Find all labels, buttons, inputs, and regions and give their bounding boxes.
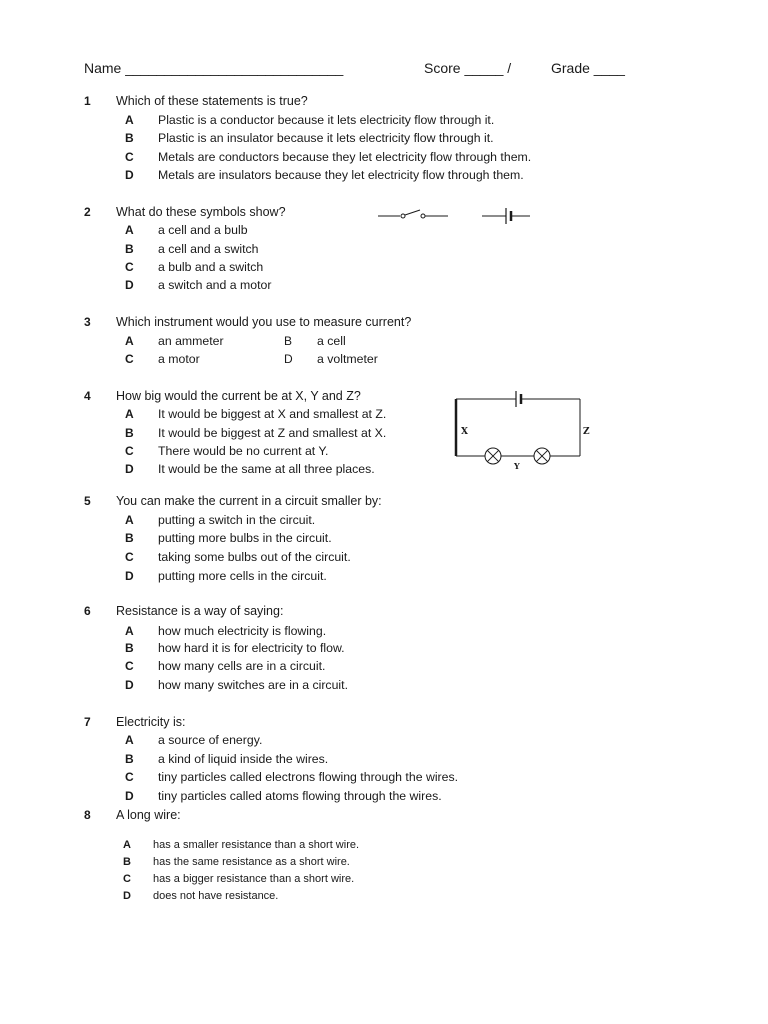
option-letter[interactable]: C xyxy=(125,150,134,164)
question-number: 4 xyxy=(84,389,91,403)
option-letter[interactable]: B xyxy=(284,334,293,348)
option-letter[interactable]: C xyxy=(123,873,131,885)
cell-symbol xyxy=(482,208,530,224)
option-text[interactable]: taking some bulbs out of the circuit. xyxy=(158,550,351,564)
option-letter[interactable]: D xyxy=(284,352,293,366)
question-text: You can make the current in a circuit smaller by: xyxy=(116,494,382,508)
option-text[interactable]: how much electricity is flowing. xyxy=(158,624,327,638)
label-x: X xyxy=(461,427,468,437)
option-letter[interactable]: D xyxy=(125,789,134,803)
question-text: What do these symbols show? xyxy=(116,205,286,219)
option-text[interactable]: has a bigger resistance than a short wire. xyxy=(153,873,355,885)
option-text[interactable]: a source of energy. xyxy=(158,733,263,747)
option-text[interactable]: a cell and a switch xyxy=(158,242,259,256)
option-letter[interactable]: C xyxy=(125,444,134,458)
option-text[interactable]: a cell xyxy=(317,334,346,348)
option-text[interactable]: a bulb and a switch xyxy=(158,260,264,274)
label-y: Y xyxy=(514,461,520,471)
score-field[interactable]: Score _____ / xyxy=(424,60,512,76)
option-letter[interactable]: B xyxy=(125,531,134,545)
option-letter[interactable]: D xyxy=(125,569,134,583)
grade-field[interactable]: Grade ____ xyxy=(551,60,625,76)
bulb-icon xyxy=(485,448,501,464)
option-letter[interactable]: B xyxy=(125,752,134,766)
question-number: 2 xyxy=(84,205,91,219)
option-text[interactable]: Plastic is an insulator because it lets electricity flow through it. xyxy=(158,131,494,145)
option-text[interactable]: an ammeter xyxy=(158,334,224,348)
option-letter[interactable]: A xyxy=(125,334,134,348)
option-letter[interactable]: C xyxy=(125,659,134,673)
option-text[interactable]: a switch and a motor xyxy=(158,278,272,292)
question-text: Electricity is: xyxy=(116,715,186,729)
option-letter[interactable]: D xyxy=(125,678,134,692)
option-text[interactable]: Metals are conductors because they let electricity flow through them. xyxy=(158,150,532,164)
option-text[interactable]: It would be biggest at Z and smallest at X. xyxy=(158,426,387,440)
option-letter[interactable]: A xyxy=(125,223,134,237)
option-letter[interactable]: A xyxy=(123,839,131,851)
option-text[interactable]: does not have resistance. xyxy=(153,890,279,902)
option-letter[interactable]: B xyxy=(125,426,134,440)
option-text[interactable]: putting more bulbs in the circuit. xyxy=(158,531,332,545)
bulb-icon xyxy=(534,448,550,464)
option-letter[interactable]: C xyxy=(125,550,134,564)
question-text: Which of these statements is true? xyxy=(116,94,308,108)
label-z: Z xyxy=(583,427,590,437)
option-letter[interactable]: B xyxy=(123,856,131,868)
option-letter[interactable]: A xyxy=(125,733,134,747)
option-text[interactable]: tiny particles called atoms flowing through the wires. xyxy=(158,789,442,803)
option-text[interactable]: a voltmeter xyxy=(317,352,378,366)
question-number: 8 xyxy=(84,808,91,822)
option-letter[interactable]: A xyxy=(125,624,134,638)
name-field[interactable]: Name ____________________________ xyxy=(84,60,344,76)
option-text[interactable]: how many cells are in a circuit. xyxy=(158,659,326,673)
option-text[interactable]: Metals are insulators because they let electricity flow through them. xyxy=(158,168,524,182)
option-letter[interactable]: C xyxy=(125,260,134,274)
option-text[interactable]: There would be no current at Y. xyxy=(158,444,329,458)
option-text[interactable]: It would be biggest at X and smallest at Z. xyxy=(158,407,387,421)
option-letter[interactable]: B xyxy=(125,242,134,256)
option-letter[interactable]: D xyxy=(125,168,134,182)
circuit-diagram xyxy=(452,388,590,474)
switch-symbol xyxy=(378,210,448,218)
option-text[interactable]: a motor xyxy=(158,352,200,366)
option-letter[interactable]: C xyxy=(125,770,134,784)
option-text[interactable]: a cell and a bulb xyxy=(158,223,248,237)
option-text[interactable]: putting more cells in the circuit. xyxy=(158,569,327,583)
option-text[interactable]: has the same resistance as a short wire. xyxy=(153,856,350,868)
question-number: 1 xyxy=(84,94,91,108)
option-text[interactable]: a kind of liquid inside the wires. xyxy=(158,752,329,766)
option-letter[interactable]: C xyxy=(125,352,134,366)
option-text[interactable]: Plastic is a conductor because it lets electricity flow through it. xyxy=(158,113,495,127)
option-letter[interactable]: B xyxy=(125,641,134,655)
option-text[interactable]: how hard it is for electricity to flow. xyxy=(158,641,345,655)
option-letter[interactable]: D xyxy=(125,462,134,476)
question-number: 5 xyxy=(84,494,91,508)
option-text[interactable]: putting a switch in the circuit. xyxy=(158,513,316,527)
option-text[interactable]: how many switches are in a circuit. xyxy=(158,678,348,692)
option-letter[interactable]: A xyxy=(125,407,134,421)
question-number: 6 xyxy=(84,604,91,618)
option-text[interactable]: has a smaller resistance than a short wire. xyxy=(153,839,360,851)
option-letter[interactable]: D xyxy=(123,890,131,902)
option-text[interactable]: It would be the same at all three places. xyxy=(158,462,375,476)
switch-and-cell-symbols xyxy=(378,205,538,227)
question-text: Which instrument would you use to measure current? xyxy=(116,315,412,329)
question-text: How big would the current be at X, Y and Z? xyxy=(116,389,361,403)
question-text: Resistance is a way of saying: xyxy=(116,604,284,618)
option-letter[interactable]: A xyxy=(125,113,134,127)
question-text: A long wire: xyxy=(116,808,181,822)
question-number: 3 xyxy=(84,315,91,329)
option-text[interactable]: tiny particles called electrons flowing through the wires. xyxy=(158,770,459,784)
option-letter[interactable]: A xyxy=(125,513,134,527)
option-letter[interactable]: D xyxy=(125,278,134,292)
option-letter[interactable]: B xyxy=(125,131,134,145)
question-number: 7 xyxy=(84,715,91,729)
